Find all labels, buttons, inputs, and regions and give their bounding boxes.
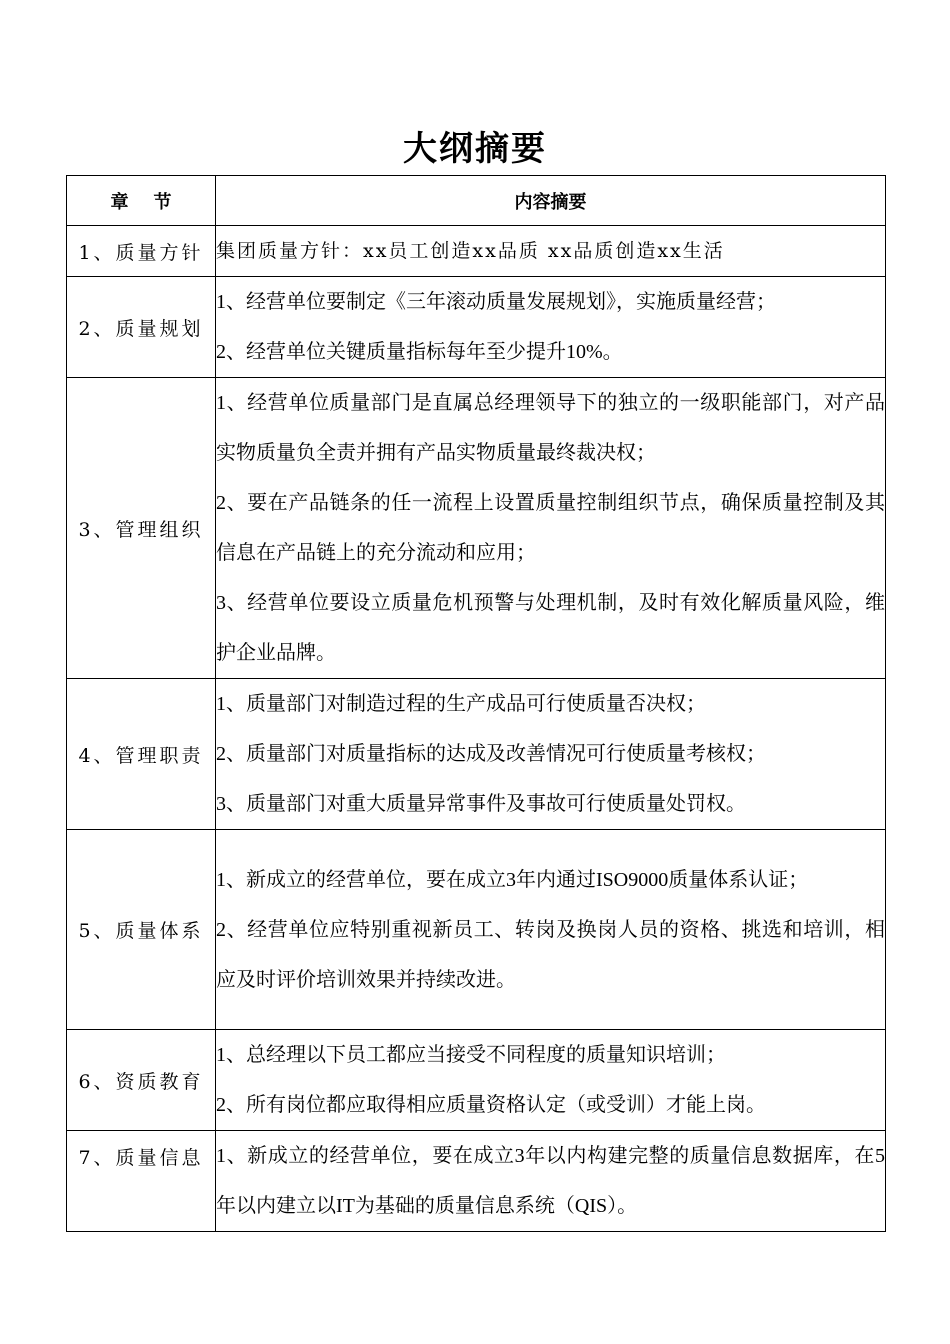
chapter-cell: 5、质量体系 (67, 830, 216, 1030)
header-chapter-label: 章 节 (110, 191, 172, 213)
content-line: 2、要在产品链条的任一流程上设置质量控制组织节点，确保质量控制及其信息在产品链上的充分流动和应用； (216, 492, 885, 564)
table-row (67, 226, 886, 277)
content-line: 2、质量部门对质量指标的达成及改善情况可行使质量考核权； (216, 743, 766, 765)
table-row (67, 277, 886, 378)
table-row (67, 378, 886, 679)
chapter-cell: 3、管理组织 (67, 378, 216, 679)
content-cell (216, 1131, 886, 1232)
content-cell (216, 1030, 886, 1131)
chapter-cell: 2、质量规划 (67, 277, 216, 378)
content-line: 1、经营单位要制定《三年滚动质量发展规划》，实施质量经营； (216, 291, 776, 313)
content-line: 1、新成立的经营单位，要在成立3年以内构建完整的质量信息数据库，在5年以内建立以IT为基础的质量信息系统（QIS）。 (216, 1145, 885, 1217)
header-content-label: 内容摘要 (514, 191, 587, 213)
table-row (67, 830, 886, 1030)
table-header-row (67, 176, 886, 226)
content-cell (216, 830, 886, 1030)
content-line: 2、所有岗位都应取得相应质量资格认定（或受训）才能上岗。 (216, 1094, 766, 1116)
header-content (216, 176, 886, 226)
chapter-cell: 1、质量方针 (67, 226, 216, 277)
content-cell (216, 226, 886, 277)
content-cell (216, 378, 886, 679)
content-line: 1、新成立的经营单位，要在成立3年内通过ISO9000质量体系认证； (216, 868, 809, 891)
content-line: 1、质量部门对制造过程的生产成品可行使质量否决权； (216, 693, 706, 715)
chapter-cell: 4、管理职责 (67, 679, 216, 830)
content-line: 1、经营单位质量部门是直属总经理领导下的独立的一级职能部门，对产品实物质量负全责并拥有产品实物质量最终裁决权； (216, 392, 885, 464)
chapter-cell: 7、质量信息 (67, 1131, 216, 1232)
document-title: 大纲摘要 (403, 129, 547, 169)
chapter-cell: 6、资质教育 (67, 1030, 216, 1131)
content-line: 2、经营单位应特别重视新员工、转岗及换岗人员的资格、挑选和培训，相应及时评价培训效果并持续改进。 (216, 918, 885, 991)
outline-table (66, 175, 886, 1232)
table-row (67, 1131, 886, 1232)
header-chapter (67, 176, 216, 226)
content-cell (216, 277, 886, 378)
content-line: 3、质量部门对重大质量异常事件及事故可行使质量处罚权。 (216, 793, 746, 815)
table-row (67, 1030, 886, 1131)
content-line: 集团质量方针：xx员工创造xx品质 xx品质创造xx生活 (216, 240, 725, 262)
content-line: 2、经营单位关键质量指标每年至少提升10%。 (216, 341, 623, 363)
table-row (67, 679, 886, 830)
content-line: 3、经营单位要设立质量危机预警与处理机制，及时有效化解质量风险，维护企业品牌。 (216, 592, 885, 664)
content-line: 1、总经理以下员工都应当接受不同程度的质量知识培训； (216, 1044, 726, 1066)
content-cell (216, 679, 886, 830)
